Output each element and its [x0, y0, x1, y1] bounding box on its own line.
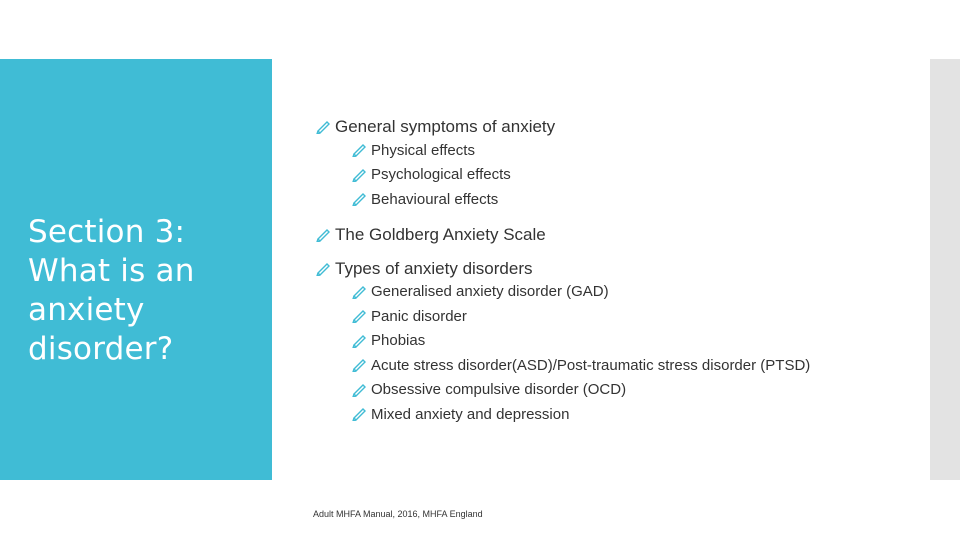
- side-bar: [930, 59, 960, 480]
- list-subitem-label: Obsessive compulsive disorder (OCD): [371, 381, 627, 399]
- list-subitem-label: Behavioural effects: [371, 190, 499, 208]
- list-subitem: [316, 378, 916, 403]
- footer-citation: Adult MHFA Manual, 2016, MHFA England: [313, 509, 483, 519]
- list-subitem: [316, 138, 916, 163]
- pen-nib-icon: [316, 262, 334, 276]
- section-title-line: What is an: [28, 252, 195, 289]
- pen-nib-icon: [352, 407, 370, 421]
- section-title: [28, 213, 268, 369]
- pen-nib-icon: [352, 192, 370, 206]
- list-subitem: [316, 329, 916, 354]
- list-item-label: Types of anxiety disorders: [335, 258, 533, 278]
- list-subitem: [316, 280, 916, 305]
- pen-nib-icon: [352, 358, 370, 372]
- pen-nib-icon: [352, 285, 370, 299]
- list-subitem: [316, 402, 916, 427]
- pen-nib-icon: [352, 143, 370, 157]
- list-item: [316, 224, 916, 246]
- pen-nib-icon: [352, 309, 370, 323]
- list-subitem: [316, 304, 916, 329]
- list-subitem-label: Acute stress disorder(ASD)/Post-traumatic stress disorder (PTSD): [371, 356, 811, 374]
- list-subitem-label: Generalised anxiety disorder (GAD): [371, 283, 609, 301]
- section-title-line: Section 3:: [28, 213, 186, 250]
- pen-nib-icon: [352, 334, 370, 348]
- list-subitem-label: Physical effects: [371, 141, 475, 159]
- list-subitem-label: Psychological effects: [371, 166, 511, 184]
- list-subitem: [316, 163, 916, 188]
- list-item: [316, 258, 916, 280]
- pen-nib-icon: [316, 228, 334, 242]
- section-title-line: disorder?: [28, 330, 174, 367]
- list-subitem-label: Mixed anxiety and depression: [371, 405, 570, 423]
- bullet-list: [316, 116, 916, 427]
- list-item-label: The Goldberg Anxiety Scale: [335, 224, 546, 244]
- section-title-line: anxiety: [28, 291, 145, 328]
- list-subitem: [316, 187, 916, 212]
- list-subitem-label: Panic disorder: [371, 307, 467, 325]
- pen-nib-icon: [316, 120, 334, 134]
- pen-nib-icon: [352, 168, 370, 182]
- pen-nib-icon: [352, 383, 370, 397]
- list-subitem: [316, 353, 916, 378]
- list-item-label: General symptoms of anxiety: [335, 117, 556, 136]
- list-subitem-label: Phobias: [371, 332, 426, 350]
- list-item: [316, 116, 916, 138]
